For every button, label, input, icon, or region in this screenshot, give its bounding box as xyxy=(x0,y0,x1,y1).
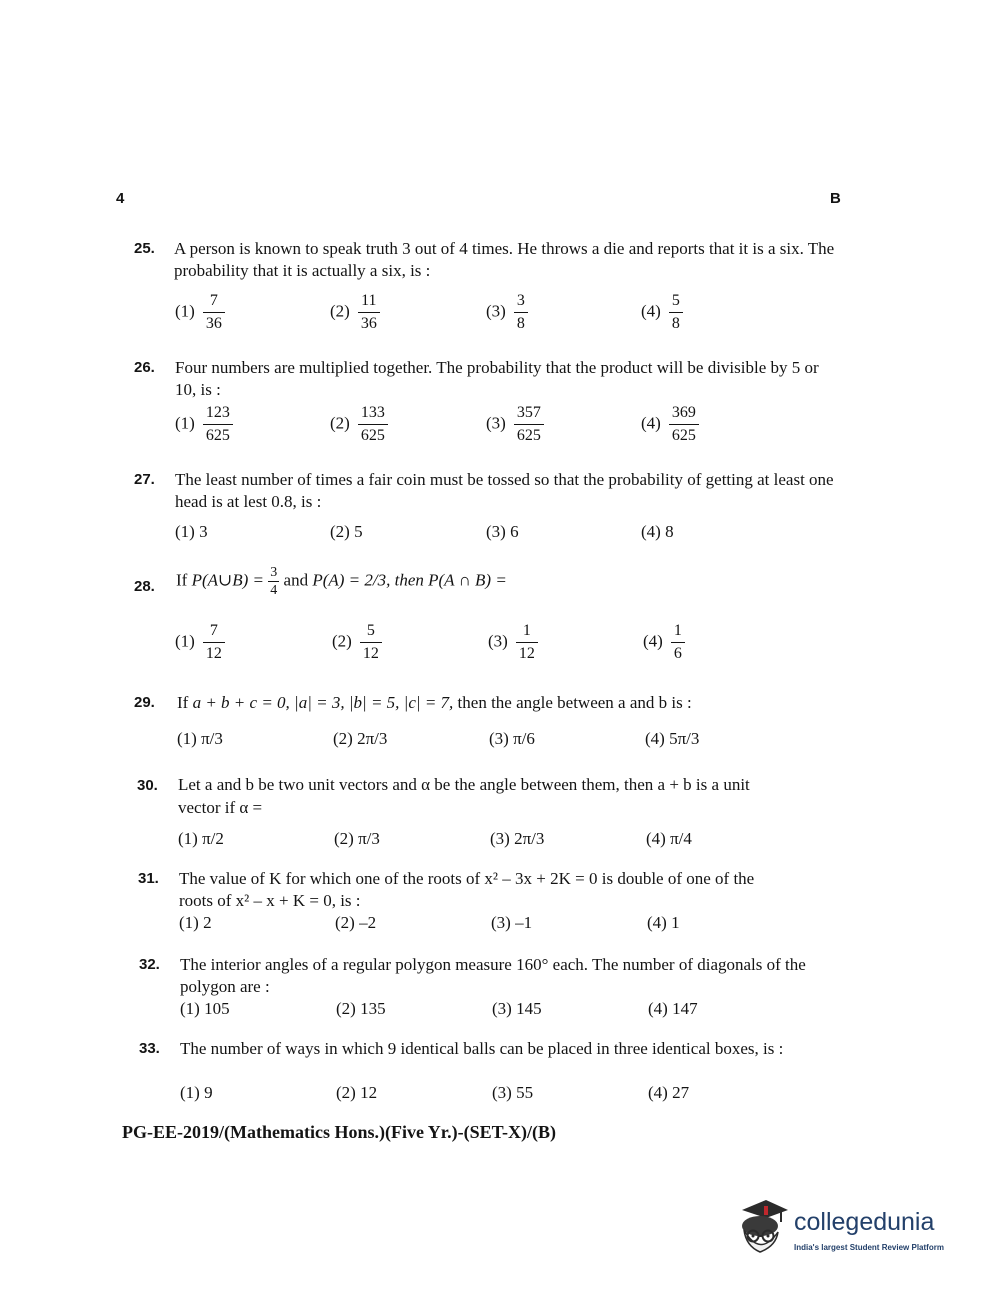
option-value: π/3 xyxy=(358,829,380,848)
option-value: 3 xyxy=(199,522,208,541)
option-label: (2) xyxy=(330,413,350,433)
option-label: (3) xyxy=(486,301,506,321)
option-1 xyxy=(177,729,223,749)
logo-tagline: India's largest Student Review Platform xyxy=(794,1243,944,1252)
option-1 xyxy=(175,622,225,663)
question-text: The least number of times a fair coin must be tossed so that the probability of getting at least one head is at lest 0.8, is : xyxy=(175,470,834,511)
text-and: and xyxy=(283,570,309,590)
option-label: (1) xyxy=(175,301,195,321)
option-value: π/4 xyxy=(670,829,692,848)
option-value: 2π/3 xyxy=(514,829,545,848)
numerator: 1 xyxy=(516,622,538,643)
option-label: (4) xyxy=(643,631,663,651)
option-2 xyxy=(332,622,382,663)
option-value: 27 xyxy=(672,1083,690,1102)
option-3 xyxy=(492,1083,533,1103)
option-value: –1 xyxy=(515,913,533,932)
option-label: (3) xyxy=(492,1083,512,1102)
option-value: 12 xyxy=(360,1083,378,1102)
option-label: (4) xyxy=(648,999,668,1018)
option-label: (4) xyxy=(645,729,665,748)
option-value: 9 xyxy=(204,1083,213,1102)
question-number: 32. xyxy=(139,956,160,973)
option-label: (2) xyxy=(336,1083,356,1102)
option-3 xyxy=(491,913,532,933)
prob-intersection: P(A ∩ B) = xyxy=(428,570,507,590)
option-label: (1) xyxy=(179,913,199,932)
option-label: (2) xyxy=(330,301,350,321)
fraction xyxy=(360,622,382,663)
option-value: 6 xyxy=(510,522,519,541)
denominator: 12 xyxy=(362,645,379,662)
numerator: 5 xyxy=(360,622,382,643)
numerator: 5 xyxy=(669,292,683,313)
option-value: 145 xyxy=(516,999,542,1018)
fraction xyxy=(516,622,538,663)
option-label: (2) xyxy=(330,522,350,541)
text-if: If xyxy=(177,693,189,712)
question-text: A person is known to speak truth 3 out of 4 times. He throws a die and reports that it is a six. The probability that it is actually a six, is : xyxy=(174,239,835,280)
option-label: (2) xyxy=(333,729,353,748)
option-value: 5 xyxy=(354,522,363,541)
numerator: 1 xyxy=(671,622,685,643)
denominator: 8 xyxy=(516,315,525,332)
option-3 xyxy=(486,292,528,333)
option-label: (3) xyxy=(486,413,506,433)
fraction xyxy=(358,292,380,333)
option-2 xyxy=(333,729,387,749)
option-2 xyxy=(336,999,386,1019)
fraction xyxy=(671,622,685,663)
question-line-1: Let a and b be two unit vectors and α be the angle between them, then a + b is a unit xyxy=(178,775,750,794)
option-label: (4) xyxy=(648,1083,668,1102)
option-value: 5π/3 xyxy=(669,729,700,748)
option-value: 8 xyxy=(665,522,674,541)
prob-a-complement: P(A) = 2/3, then xyxy=(312,570,424,590)
option-2 xyxy=(330,522,363,542)
fraction xyxy=(514,292,528,333)
option-label: (4) xyxy=(641,522,661,541)
option-value: 147 xyxy=(672,999,698,1018)
question-line-1: The value of K for which one of the roots of x² – 3x + 2K = 0 is double of one of the xyxy=(179,869,755,888)
option-1 xyxy=(175,292,225,333)
denominator: 8 xyxy=(671,315,680,332)
numerator: 7 xyxy=(203,292,225,313)
denominator: 625 xyxy=(205,427,230,444)
option-2 xyxy=(330,292,380,333)
fraction xyxy=(669,404,699,445)
option-4 xyxy=(648,999,698,1019)
question-number: 25. xyxy=(134,240,155,257)
option-value: 135 xyxy=(360,999,386,1018)
option-label: (4) xyxy=(646,829,666,848)
option-1 xyxy=(175,404,233,445)
question-text xyxy=(177,692,692,714)
page-number: 4 xyxy=(116,190,125,207)
option-3 xyxy=(492,999,542,1019)
denominator: 12 xyxy=(205,645,222,662)
option-label: (2) xyxy=(335,913,355,932)
option-value: 1 xyxy=(671,913,680,932)
option-value: 2 xyxy=(203,913,212,932)
denominator: 36 xyxy=(360,315,377,332)
denominator: 625 xyxy=(360,427,385,444)
option-3 xyxy=(489,729,535,749)
option-1 xyxy=(180,1083,213,1103)
fraction xyxy=(203,292,225,333)
option-value: 55 xyxy=(516,1083,534,1102)
option-label: (3) xyxy=(490,829,510,848)
question-text: The interior angles of a regular polygon measure 160° each. The number of diagonals of the polygon are : xyxy=(180,955,806,996)
exam-code-footer: PG-EE-2019/(Mathematics Hons.)(Five Yr.)-(SET-X)/(B) xyxy=(122,1122,556,1142)
option-2 xyxy=(334,829,380,849)
option-1 xyxy=(175,522,208,542)
fraction xyxy=(268,565,279,598)
option-label: (1) xyxy=(178,829,198,848)
denominator: 6 xyxy=(673,645,682,662)
option-label: (3) xyxy=(492,999,512,1018)
question-number: 30. xyxy=(137,777,158,794)
question-text xyxy=(176,565,507,598)
option-label: (1) xyxy=(175,522,195,541)
option-4 xyxy=(646,829,692,849)
option-4 xyxy=(645,729,699,749)
question-tail: then the angle between a and b is : xyxy=(457,693,692,712)
collegedunia-watermark xyxy=(736,1196,966,1262)
question-text: Four numbers are multiplied together. The probability that the product will be divisible by 5 or 10, is : xyxy=(175,358,819,399)
option-label: (1) xyxy=(175,631,195,651)
option-label: (3) xyxy=(489,729,509,748)
logo-name: collegedunia xyxy=(794,1208,935,1236)
vector-equation: a + b + c = 0, |a| = 3, |b| = 5, |c| = 7, xyxy=(192,693,454,712)
numerator: 123 xyxy=(203,404,233,425)
option-value: –2 xyxy=(359,913,377,932)
option-label: (1) xyxy=(177,729,197,748)
option-4 xyxy=(641,292,683,333)
option-1 xyxy=(178,829,224,849)
question-line-2: vector if α = xyxy=(178,798,263,817)
option-3 xyxy=(490,829,544,849)
option-3 xyxy=(486,404,544,445)
option-1 xyxy=(179,913,212,933)
option-1 xyxy=(180,999,230,1019)
fraction xyxy=(514,404,544,445)
option-3 xyxy=(486,522,519,542)
set-code: B xyxy=(830,190,841,207)
numerator: 357 xyxy=(514,404,544,425)
option-value: 105 xyxy=(204,999,230,1018)
fraction xyxy=(203,404,233,445)
prob-union: P(A∪B) = xyxy=(191,570,265,590)
numerator: 3 xyxy=(514,292,528,313)
option-label: (1) xyxy=(180,999,200,1018)
option-value: 2π/3 xyxy=(357,729,388,748)
denominator: 625 xyxy=(671,427,696,444)
denominator: 4 xyxy=(270,583,278,598)
option-label: (3) xyxy=(486,522,506,541)
text-if: If xyxy=(176,570,188,590)
numerator: 11 xyxy=(358,292,380,313)
denominator: 12 xyxy=(518,645,535,662)
option-3 xyxy=(488,622,538,663)
question-number: 33. xyxy=(139,1040,160,1057)
option-label: (1) xyxy=(180,1083,200,1102)
numerator: 3 xyxy=(270,565,278,580)
fraction xyxy=(203,622,225,663)
option-label: (1) xyxy=(175,413,195,433)
numerator: 369 xyxy=(669,404,699,425)
mascot-icon xyxy=(736,1196,792,1262)
option-label: (2) xyxy=(334,829,354,848)
option-4 xyxy=(641,522,674,542)
question-number: 27. xyxy=(134,471,155,488)
option-2 xyxy=(336,1083,377,1103)
fraction xyxy=(358,404,388,445)
numerator: 7 xyxy=(203,622,225,643)
option-label: (3) xyxy=(491,913,511,932)
question-number: 26. xyxy=(134,359,155,376)
option-4 xyxy=(648,1083,689,1103)
option-4 xyxy=(647,913,680,933)
option-label: (3) xyxy=(488,631,508,651)
option-label: (2) xyxy=(332,631,352,651)
option-label: (4) xyxy=(647,913,667,932)
option-value: π/2 xyxy=(202,829,224,848)
option-value: π/6 xyxy=(513,729,535,748)
option-label: (2) xyxy=(336,999,356,1018)
option-4 xyxy=(641,404,699,445)
denominator: 36 xyxy=(205,315,222,332)
question-number: 31. xyxy=(138,870,159,887)
denominator: 625 xyxy=(516,427,541,444)
option-label: (4) xyxy=(641,413,661,433)
question-number: 29. xyxy=(134,694,155,711)
option-label: (4) xyxy=(641,301,661,321)
option-2 xyxy=(335,913,376,933)
numerator: 133 xyxy=(358,404,388,425)
question-text: The number of ways in which 9 identical balls can be placed in three identical boxes, is : xyxy=(180,1039,784,1058)
option-4 xyxy=(643,622,685,663)
option-2 xyxy=(330,404,388,445)
question-number: 28. xyxy=(134,578,155,595)
question-line-2: roots of x² – x + K = 0, is : xyxy=(179,891,361,910)
fraction xyxy=(669,292,683,333)
option-value: π/3 xyxy=(201,729,223,748)
